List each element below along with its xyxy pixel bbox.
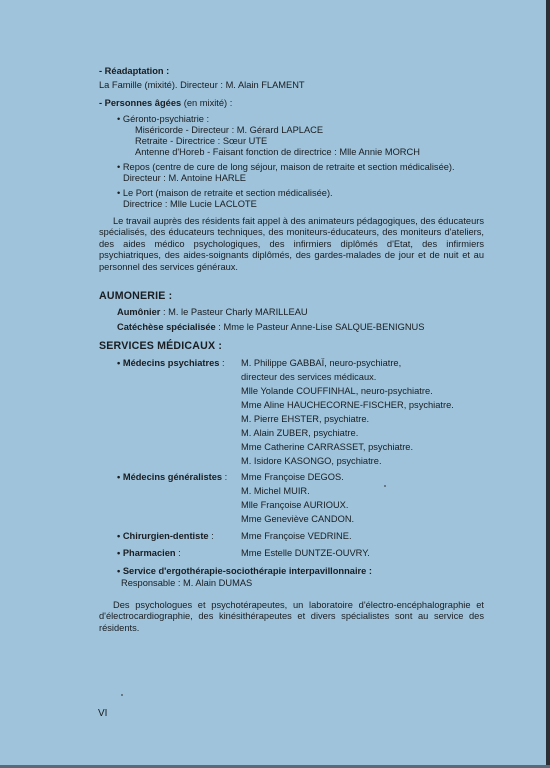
pharmacien-entry: Mme Estelle DUNTZE-OUVRY. [241,548,370,558]
pharmacien-label: • Pharmacien [117,548,176,558]
aumonier-label: Aumônier [117,307,161,317]
dentiste-label: • Chirurgien-dentiste [117,531,209,541]
generaliste-entry: Mme Geneviève CANDON. [241,514,355,524]
page-edge [546,0,550,768]
psychiatre-entry: Mme Catherine CARRASSET, psychiatre. [241,442,414,452]
personnes-agees-heading-suffix: (en mixité) : [181,98,233,108]
generalistes-colon: : [222,472,228,482]
personnes-agees-heading [99,98,232,109]
dentiste-colon: : [208,531,214,541]
repos-title: • Repos (centre de cure de long séjour, maison de retraite et section médicalisée). [117,162,455,172]
catechese-value: : Mme le Pasteur Anne-Lise SALQUE-BENIGNUS [215,322,425,332]
generaliste-entry: Mme Françoise DEGOS. [241,472,344,482]
aumonier-value: : M. le Pasteur Charly MARILLEAU [160,307,308,317]
generalistes-label: • Médecins généralistes [117,472,223,482]
pharmacien-label-line [117,548,181,559]
personnes-agees-paragraph [99,216,484,273]
dentiste-entry: Mme Françoise VEDRINE. [241,531,352,541]
services-medicaux-heading: SERVICES MÉDICAUX : [99,340,223,352]
psychiatre-entry: M. Isidore KASONGO, psychiatre. [241,456,382,466]
pharmacien-colon: : [175,548,181,558]
services-medicaux-paragraph [99,600,484,634]
psychiatre-entry: Mme Aline HAUCHECORNE-FISCHER, psychiatre. [241,400,454,410]
geronto-line: Antenne d'Horeb - Faisant fonction de directrice : Mlle Annie MORCH [135,147,420,157]
scan-speck [121,694,123,696]
readaptation-line: La Famille (mixité). Directeur : M. Alain FLAMENT [99,80,305,90]
catechese-label: Catéchèse spécialisée [117,322,216,332]
generaliste-entry: Mlle Françoise AURIOUX. [241,500,349,510]
page-number: VI [98,708,108,719]
readaptation-heading: - Réadaptation : [99,66,170,76]
geronto-line: Retraite - Directrice : Sœur UTE [135,136,268,146]
catechese-line [117,322,424,333]
geronto-title: • Géronto-psychiatrie : [117,114,210,124]
personnes-agees-heading-label: - Personnes âgées [99,98,182,108]
scan-speck [384,485,386,487]
psychiatre-entry: M. Alain ZUBER, psychiatre. [241,428,359,438]
services-medicaux-paragraph-text: Des psychologues et psychotérapeutes, un laboratoire d'électro-encéphalographie et d'électrocardiographie, des kinésithérapeutes et divers spécialistes sont au service des résidents. [99,600,484,633]
dentiste-label-line [117,531,214,542]
repos-line: Directeur : M. Antoine HARLE [123,173,246,183]
psychiatres-colon: : [219,358,225,368]
geronto-line: Miséricorde - Directeur : M. Gérard LAPLACE [135,125,324,135]
ergo-label: • Service d'ergothérapie-sociothérapie interpavillonnaire : [117,566,373,576]
psychiatre-entry: directeur des services médicaux. [241,372,377,382]
psychiatre-entry: Mlle Yolande COUFFINHAL, neuro-psychiatre. [241,386,433,396]
generalistes-label-line [117,472,227,483]
personnes-agees-paragraph-text: Le travail auprès des résidents fait appel à des animateurs pédagogiques, des éducateurs spécialisés, des éducateurs techniques, des moniteurs-éducateurs, des moniteurs d'ateliers, des aides médico psychologiques, des infirmiers diplômés d'Etat, des infirmiers psychiatriques, des aides-soignants diplômés, des gardes-malades de jour et de nuit et au personnel des services généraux. [99,216,484,272]
psychiatres-label-line [117,358,225,369]
aumonerie-heading: AUMONERIE : [99,290,173,302]
psychiatres-label: • Médecins psychiatres [117,358,220,368]
generaliste-entry: M. Michel MUIR. [241,486,310,496]
psychiatre-entry: M. Pierre EHSTER, psychiatre. [241,414,370,424]
psychiatre-entry: M. Philippe GABBAÏ, neuro-psychiatre, [241,358,402,368]
ergo-line: Responsable : M. Alain DUMAS [121,578,253,588]
port-title: • Le Port (maison de retraite et section médicalisée). [117,188,333,198]
port-line: Directrice : Mlle Lucie LACLOTE [123,199,257,209]
aumonier-line [117,307,308,318]
